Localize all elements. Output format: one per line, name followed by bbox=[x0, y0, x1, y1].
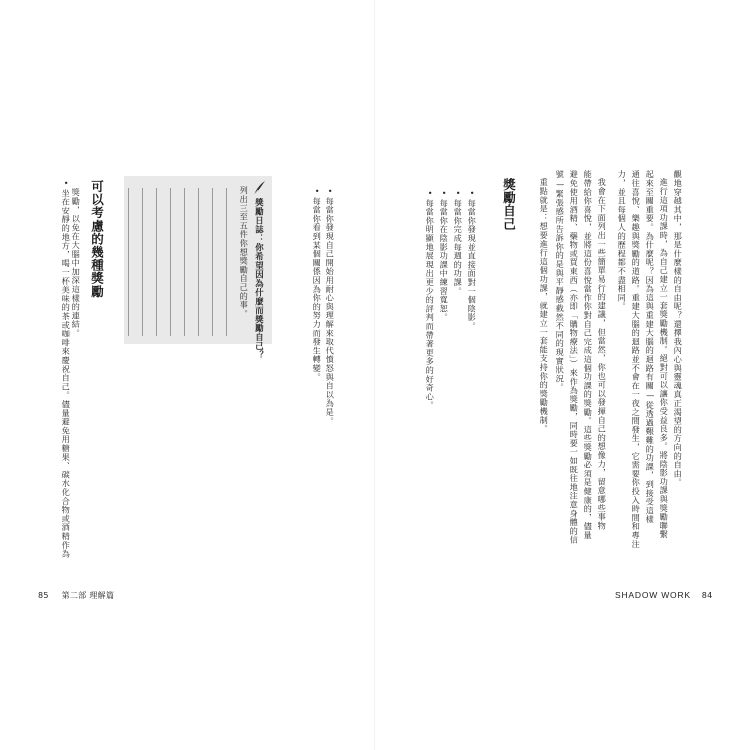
paragraph-line-1: 觀地穿越其中，那是什麼樣的自由呢？還擇我內心與靈魂真正渴望的方向的自由。 bbox=[673, 170, 684, 487]
left-bullet-1: •每當你發現自己開始用耐心與理解來取代憤怒與自以為是。 bbox=[325, 186, 336, 426]
section-heading-rewards: 可以考慮的幾種獎勵 bbox=[89, 180, 105, 298]
feather-quill-icon bbox=[252, 180, 266, 196]
right-page bbox=[375, 0, 750, 750]
paragraph-line-9: 號—緊張感所告訴你的是與平靜感截然不同的現實狀況。 bbox=[555, 170, 566, 392]
journal-title: 獎勵日誌：你希望因為什麼而獎勵自己？ bbox=[254, 198, 265, 360]
left-bullet-2: •每當你看到某個關係因為你的努力而發生轉變。 bbox=[312, 186, 323, 382]
page-number-left: 85 bbox=[38, 591, 49, 600]
paragraph-line-7: 能帶給你喜悅，並將這份喜悅當作你對自己完成這個功課的獎勵。這些獎勵必須是健康的，儘量 bbox=[583, 170, 594, 540]
journal-prompt: 列出三至五件你想獎勵自己的事。 bbox=[239, 186, 250, 318]
paragraph-line-6: 我會在下面列出一些簡單易行的建議，但當然，你也可以發揮自己的想像力，留意哪些事物 bbox=[597, 178, 608, 530]
right-bullet-2: •每當你完成每週的功課。 bbox=[453, 188, 464, 296]
footer-left bbox=[38, 590, 114, 601]
section-heading-reward-yourself: 獎勵自己 bbox=[501, 178, 517, 231]
right-bullet-3: •每當你在陰影功課中練習寬恕。 bbox=[439, 188, 450, 322]
right-bullet-4: •每當你明顯地展現出更少的評判而帶著更多的好奇心。 bbox=[425, 188, 436, 410]
reward-bullet-1b: 獎勵，以免在大腦中加深這樣的連結。 bbox=[71, 188, 82, 338]
paragraph-line-2: 進行這項功課時，為自己建立一套獎勵機制。絕對可以讓你受益良多。將陰影功課與獎勵聯繫 bbox=[659, 178, 670, 539]
paragraph-line-3: 起來至關重要。為什麼呢？因為這與重建大腦的迴路有關—從透過艱難的功課，到接受這樣 bbox=[645, 170, 656, 524]
footer-section: 第二部 理解篇 bbox=[61, 591, 115, 600]
footer-book-title: SHADOW WORK bbox=[615, 590, 691, 600]
paragraph-line-10: 重點就是：想要進行這個功課，就建立一套能支持你的獎勵機制。 bbox=[539, 178, 550, 434]
footer-right bbox=[615, 590, 712, 600]
page-number-right: 84 bbox=[701, 591, 713, 600]
paragraph-line-5: 力，並且每個人的歷程都不盡相同。 bbox=[617, 170, 628, 311]
reward-bullet-1: •坐在安靜的地方，喝一杯美味的茶或咖啡來慶祝自己。儘量避免用糖果、碳水化合物或酒精作為 bbox=[61, 178, 72, 559]
paragraph-line-8: 避免使用酒精、藥物或買東西（亦即「購物療法」）來作為獎勵，同時要一如既往地注意身體的信 bbox=[569, 170, 580, 545]
journal-writing-lines bbox=[128, 188, 238, 336]
right-bullet-1: •每當你發現並直接面對一個陰影。 bbox=[467, 188, 478, 331]
paragraph-line-4: 通往喜悅、樂趣與獎勵的道路。重建大腦的迴路並不會在一夜之間發生，它需要你投入時間和專注 bbox=[631, 170, 642, 549]
